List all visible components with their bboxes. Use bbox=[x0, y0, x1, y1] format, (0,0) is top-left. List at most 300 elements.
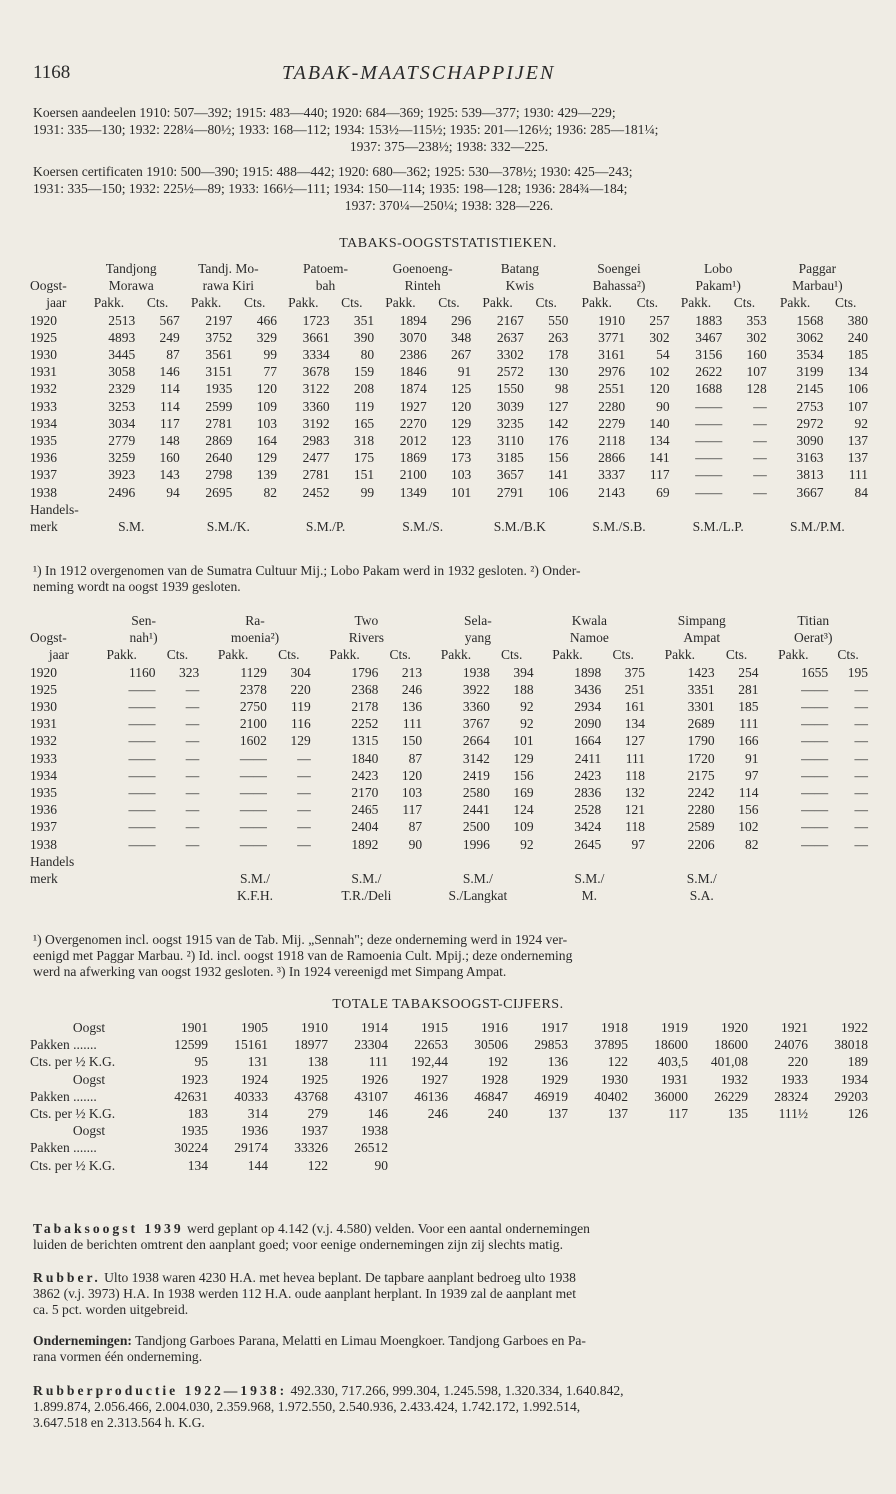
table-cell: —— bbox=[128, 836, 156, 852]
table-cell: 1664 bbox=[574, 733, 602, 749]
table-cell: 137 bbox=[547, 1106, 568, 1122]
column-header: bah bbox=[315, 278, 336, 294]
table-cell: 134 bbox=[187, 1157, 208, 1173]
handelsmerk-cell: S.M. bbox=[118, 518, 145, 534]
handelsmerk-cell: M. bbox=[581, 888, 598, 904]
table-cell: 141 bbox=[649, 450, 670, 466]
table-cell: 129 bbox=[256, 450, 277, 466]
table-cell: 3667 bbox=[796, 484, 824, 500]
text-line bbox=[33, 1221, 865, 1237]
column-header: Pakk. bbox=[106, 647, 137, 663]
table-cell: 117 bbox=[160, 415, 180, 431]
table-cell: 251 bbox=[624, 681, 646, 697]
table-cell: 183 bbox=[187, 1106, 208, 1122]
year-cell: 1936 bbox=[30, 802, 57, 818]
table-cell: 2869 bbox=[205, 432, 233, 448]
table-cell: 2252 bbox=[351, 716, 379, 732]
table-cell: 77 bbox=[263, 364, 277, 380]
year-cell: 1901 bbox=[181, 1020, 208, 1036]
column-header: Rinteh bbox=[404, 278, 441, 294]
table-cell: 4893 bbox=[108, 329, 136, 345]
table-cell: 2378 bbox=[239, 681, 267, 697]
year-cell: 1935 bbox=[181, 1123, 208, 1139]
table-cell: 2090 bbox=[574, 716, 602, 732]
year-cell: 1923 bbox=[181, 1071, 208, 1087]
column-header: Patoem- bbox=[303, 261, 349, 277]
table-cell: 3467 bbox=[695, 329, 723, 345]
year-cell: 1916 bbox=[481, 1020, 508, 1036]
table-cell: 118 bbox=[625, 767, 646, 783]
table-cell: 94 bbox=[166, 484, 180, 500]
year-cell: 1931 bbox=[661, 1071, 688, 1087]
column-header: Cts. bbox=[146, 295, 169, 311]
handelsmerk-row bbox=[30, 887, 868, 904]
table-cell: 2465 bbox=[351, 802, 379, 818]
cts-row bbox=[30, 1157, 868, 1174]
table-cell: 141 bbox=[548, 467, 569, 483]
column-header: Two bbox=[354, 613, 379, 629]
year-cell: 1930 bbox=[601, 1071, 628, 1087]
table-cell: — bbox=[185, 802, 200, 818]
table-cell: 144 bbox=[247, 1157, 268, 1173]
table-cell: 90 bbox=[374, 1157, 388, 1173]
ondernemingen-paragraph bbox=[33, 1333, 865, 1365]
column-header: jaar bbox=[46, 295, 67, 311]
table-cell: 195 bbox=[847, 664, 868, 680]
year-cell: 1920 bbox=[721, 1020, 748, 1036]
table-cell: 3445 bbox=[108, 347, 136, 363]
table-cell: 3192 bbox=[302, 415, 330, 431]
footnote-line: werd na afwerking van oogst 1932 gesloten. ³) In 1924 vereenigd met Simpang Ampat. bbox=[33, 964, 507, 979]
table-cell: 1935 bbox=[205, 381, 233, 397]
table-cell: 99 bbox=[360, 484, 375, 500]
table-cell: 137 bbox=[607, 1106, 628, 1122]
lead-word: Rubberproductie 1922—1938: bbox=[33, 1383, 288, 1398]
column-header: nah¹) bbox=[129, 630, 158, 646]
table-cell: 138 bbox=[307, 1054, 328, 1070]
table-row bbox=[30, 329, 868, 346]
column-header: Pakk. bbox=[552, 647, 583, 663]
table-cell: —— bbox=[239, 784, 267, 800]
table-cell: 2170 bbox=[351, 784, 379, 800]
table-row bbox=[30, 732, 868, 749]
cts-label: Cts. per ½ K.G. bbox=[30, 1157, 116, 1173]
table-cell: 390 bbox=[353, 329, 375, 345]
column-header: Ampat bbox=[683, 630, 721, 646]
table-cell: 107 bbox=[847, 398, 868, 414]
table-cell: 87 bbox=[408, 819, 423, 835]
table-cell: 2645 bbox=[574, 836, 602, 852]
column-header: Paggar bbox=[798, 261, 837, 277]
table-cell: 139 bbox=[256, 467, 277, 483]
handelsmerk-cell: S.M./K. bbox=[206, 518, 250, 534]
handelsmerk-cell: S.M./S.B. bbox=[592, 518, 646, 534]
table-cell: — bbox=[297, 802, 311, 818]
table-cell: 323 bbox=[179, 664, 200, 680]
lead-word: Tabaksoogst 1939 bbox=[33, 1221, 184, 1236]
table-cell: 117 bbox=[668, 1106, 688, 1122]
table-cell: 29174 bbox=[234, 1140, 268, 1156]
table-cell: — bbox=[854, 681, 868, 697]
table-row bbox=[30, 784, 868, 801]
column-header: yang bbox=[464, 630, 491, 646]
oogst-label: Oogst bbox=[72, 1071, 106, 1087]
column-header: rawa Kiri bbox=[202, 278, 255, 294]
handelsmerk-cell: S.M./B.K bbox=[493, 518, 546, 534]
handelsmerk-label: merk bbox=[30, 518, 58, 534]
table-cell: 2404 bbox=[351, 819, 379, 835]
table-cell: 1938 bbox=[462, 664, 490, 680]
column-header: Soengei bbox=[597, 261, 641, 277]
table-cell: —— bbox=[128, 819, 156, 835]
table-cell: 3039 bbox=[496, 398, 524, 414]
table-row bbox=[30, 715, 868, 732]
table-cell: 1840 bbox=[351, 750, 379, 766]
text-run: Ulto 1938 waren 4230 H.A. met hevea beplant. De tapbare aanplant bedroeg ulto 1938 bbox=[100, 1270, 576, 1285]
table-cell: — bbox=[854, 836, 868, 852]
table-cell: 2500 bbox=[462, 819, 490, 835]
table-cell: 12599 bbox=[174, 1037, 208, 1053]
year-cell: 1936 bbox=[241, 1123, 268, 1139]
table-cell: 188 bbox=[513, 681, 534, 697]
table-cell: —— bbox=[801, 750, 829, 766]
table-cell: 3161 bbox=[598, 347, 626, 363]
table-cell: 30506 bbox=[474, 1037, 508, 1053]
table-cell: 185 bbox=[847, 347, 868, 363]
table-cell: 2695 bbox=[205, 484, 233, 500]
table-cell: 3302 bbox=[496, 347, 524, 363]
table-row bbox=[30, 346, 868, 363]
table-cell: 80 bbox=[360, 347, 375, 363]
table-cell: 240 bbox=[847, 329, 868, 345]
table-cell: 1894 bbox=[399, 312, 427, 328]
table-cell: 46847 bbox=[474, 1088, 508, 1104]
table-cell: — bbox=[185, 836, 200, 852]
table-cell: 254 bbox=[738, 664, 759, 680]
table-cell: 1655 bbox=[801, 664, 829, 680]
year-cell: 1938 bbox=[30, 484, 57, 500]
table-cell: 3360 bbox=[462, 699, 490, 715]
header-row bbox=[30, 646, 868, 663]
column-header: Kwala bbox=[571, 613, 607, 629]
table-cell: 314 bbox=[247, 1106, 268, 1122]
year-cell: 1933 bbox=[30, 750, 57, 766]
handelsmerk-label: merk bbox=[30, 870, 58, 886]
table-row bbox=[30, 415, 868, 432]
koersen-aandeelen bbox=[33, 104, 865, 155]
table-cell: 87 bbox=[408, 750, 423, 766]
table-cell: 122 bbox=[307, 1157, 328, 1173]
table-cell: 130 bbox=[548, 364, 569, 380]
table-row bbox=[30, 698, 868, 715]
table-cell: 103 bbox=[451, 467, 472, 483]
column-header: Tandj. Mo- bbox=[198, 261, 259, 277]
table-cell: 97 bbox=[631, 836, 646, 852]
table-cell: — bbox=[854, 750, 868, 766]
table-cell: — bbox=[185, 819, 200, 835]
table-cell: 2100 bbox=[239, 716, 267, 732]
table-cell: 3771 bbox=[598, 329, 626, 345]
table-row bbox=[30, 363, 868, 380]
table-cell: — bbox=[753, 415, 767, 431]
table-cell: 2781 bbox=[205, 415, 233, 431]
table-cell: 2551 bbox=[598, 381, 626, 397]
table-cell: 132 bbox=[624, 784, 646, 800]
stats1-title: TABAKS-OOGSTSTATISTIEKEN. bbox=[339, 236, 557, 251]
column-header: Pakk. bbox=[217, 647, 249, 663]
year-cell: 1910 bbox=[301, 1020, 328, 1036]
table-cell: 192 bbox=[487, 1054, 508, 1070]
table-cell: 1160 bbox=[129, 664, 156, 680]
table-cell: 2100 bbox=[399, 467, 427, 483]
table-cell: 2664 bbox=[462, 733, 490, 749]
table-cell: 23304 bbox=[354, 1037, 388, 1053]
table-cell: —— bbox=[801, 699, 829, 715]
table-cell: —— bbox=[695, 398, 723, 414]
handelsmerk-label-row bbox=[30, 853, 868, 870]
year-cell: 1927 bbox=[421, 1071, 448, 1087]
spacer-cell bbox=[88, 870, 199, 887]
text-line: 1931: 335—130; 1932: 228¼—80½; 1933: 168—112; 1934: 153½—115½; 1935: 201—126½; 1936: 285—181¼; bbox=[33, 122, 659, 137]
stats1-footnote bbox=[33, 563, 865, 595]
year-cell: 1935 bbox=[30, 432, 57, 448]
table-cell: 160 bbox=[159, 450, 180, 466]
table-cell: 90 bbox=[408, 836, 423, 852]
table-cell: 3661 bbox=[302, 329, 330, 345]
column-header: Tandjong bbox=[105, 261, 157, 277]
table-cell: 137 bbox=[847, 432, 868, 448]
table-cell: 2419 bbox=[462, 767, 490, 783]
table-cell: 249 bbox=[159, 329, 180, 345]
cts-label: Cts. per ½ K.G. bbox=[30, 1106, 116, 1122]
cts-row bbox=[30, 1053, 868, 1070]
table-cell: 2934 bbox=[574, 699, 602, 715]
table-cell: — bbox=[297, 750, 311, 766]
oogststatistieken-table bbox=[30, 260, 868, 535]
table-cell: 3151 bbox=[205, 364, 233, 380]
year-cell: 1938 bbox=[361, 1123, 388, 1139]
table-cell: — bbox=[297, 819, 311, 835]
table-cell: — bbox=[185, 716, 200, 732]
table-cell: 189 bbox=[847, 1054, 868, 1070]
table-cell: 136 bbox=[547, 1054, 568, 1070]
table-cell: — bbox=[854, 733, 868, 749]
table-cell: — bbox=[185, 784, 200, 800]
table-cell: 3360 bbox=[302, 398, 330, 414]
table-row bbox=[30, 767, 868, 784]
table-cell: 131 bbox=[247, 1054, 268, 1070]
table-cell: 136 bbox=[401, 699, 423, 715]
column-header: Cts. bbox=[389, 647, 411, 663]
table-cell: 2242 bbox=[687, 784, 715, 800]
table-cell: 3253 bbox=[108, 398, 136, 414]
column-header: Cts. bbox=[612, 647, 634, 663]
table-cell: 1996 bbox=[462, 836, 490, 852]
table-cell: 220 bbox=[787, 1054, 808, 1070]
table-cell: 2753 bbox=[796, 398, 824, 414]
header-row bbox=[30, 294, 868, 311]
cts-row bbox=[30, 1105, 868, 1122]
column-header: Cts. bbox=[837, 647, 859, 663]
table-cell: 1349 bbox=[399, 484, 427, 500]
table-cell: 296 bbox=[451, 312, 472, 328]
table-cell: 109 bbox=[513, 819, 534, 835]
column-header: Pakk. bbox=[581, 295, 612, 311]
table-cell: —— bbox=[128, 733, 156, 749]
table-cell: — bbox=[753, 484, 767, 500]
column-header: Cts. bbox=[341, 295, 363, 311]
table-cell: 114 bbox=[738, 784, 759, 800]
column-header: Sen- bbox=[131, 613, 156, 629]
table-row bbox=[30, 380, 868, 397]
table-cell: 2781 bbox=[302, 467, 330, 483]
table-cell: —— bbox=[128, 767, 156, 783]
pakken-label: Pakken ....... bbox=[30, 1037, 97, 1053]
year-cell: 1931 bbox=[30, 716, 57, 732]
column-header bbox=[30, 260, 83, 277]
year-cell: 1933 bbox=[30, 398, 57, 414]
table-cell: 2798 bbox=[205, 467, 233, 483]
text-line: 1937: 370¼—250¼; 1938: 328—226. bbox=[344, 198, 554, 213]
text-line: 1937: 375—238½; 1938: 332—225. bbox=[349, 139, 549, 154]
column-header: Pakk. bbox=[680, 295, 712, 311]
table-cell: 22653 bbox=[414, 1037, 448, 1053]
table-cell: 38018 bbox=[834, 1037, 868, 1053]
table-cell: 43768 bbox=[294, 1088, 328, 1104]
table-cell: 3034 bbox=[108, 415, 136, 431]
column-header: Cts. bbox=[636, 295, 659, 311]
table-cell: 2143 bbox=[598, 484, 626, 500]
table-cell: 304 bbox=[290, 664, 311, 680]
table-cell: 3813 bbox=[796, 467, 824, 483]
table-cell: 2280 bbox=[687, 802, 715, 818]
table-cell: 124 bbox=[513, 802, 534, 818]
year-cell: 1922 bbox=[841, 1020, 868, 1036]
footnote-line: ¹) In 1912 overgenomen van de Sumatra Cultuur Mij.; Lobo Pakam werd in 1932 gesloten. ²) Onder- bbox=[33, 563, 581, 578]
running-title: TABAK-MAATSCHAPPIJEN bbox=[282, 62, 556, 84]
table-cell: 3142 bbox=[462, 750, 490, 766]
table-cell: 2580 bbox=[462, 784, 490, 800]
table-cell: 111 bbox=[368, 1054, 388, 1070]
table-cell: 15161 bbox=[234, 1037, 268, 1053]
table-cell: 318 bbox=[353, 432, 375, 448]
tabaksoogst-paragraph bbox=[33, 1221, 865, 1253]
year-cell: 1905 bbox=[241, 1020, 268, 1036]
table-cell: 240 bbox=[487, 1106, 508, 1122]
column-header: Pakk. bbox=[664, 647, 696, 663]
column-header: Pakk. bbox=[778, 647, 809, 663]
table-cell: 164 bbox=[256, 432, 277, 448]
table-cell: 3062 bbox=[796, 329, 824, 345]
table-cell: 2206 bbox=[687, 836, 715, 852]
table-cell: —— bbox=[801, 802, 829, 818]
table-cell: 137 bbox=[847, 450, 868, 466]
table-cell: 91 bbox=[457, 364, 472, 380]
table-cell: — bbox=[854, 699, 868, 715]
table-cell: 142 bbox=[548, 415, 569, 431]
header-row bbox=[30, 260, 868, 277]
table-cell: 111 bbox=[402, 716, 423, 732]
column-header: Pakk. bbox=[440, 647, 472, 663]
column-header: Cts. bbox=[501, 647, 523, 663]
table-cell: 37895 bbox=[594, 1037, 628, 1053]
table-cell: 165 bbox=[353, 415, 375, 431]
spacer-cell bbox=[30, 887, 88, 904]
oogststatistieken-table-2 bbox=[30, 612, 868, 904]
handelsmerk-cell: T.R./Deli bbox=[341, 888, 392, 904]
table-cell: 134 bbox=[847, 364, 868, 380]
table-cell: 1688 bbox=[695, 381, 723, 397]
column-header: Oogst- bbox=[30, 278, 67, 294]
table-cell: 3534 bbox=[796, 347, 824, 363]
text-run: 492.330, 717.266, 999.304, 1.245.598, 1.320.334, 1.640.842, bbox=[287, 1383, 624, 1398]
table-cell: —— bbox=[128, 784, 156, 800]
table-cell: 92 bbox=[520, 699, 534, 715]
table-cell: —— bbox=[239, 750, 267, 766]
year-row bbox=[30, 1071, 868, 1088]
table-cell: 109 bbox=[256, 398, 277, 414]
table-cell: —— bbox=[128, 699, 156, 715]
handelsmerk-cell: S.M./ bbox=[574, 870, 605, 886]
table-cell: 2589 bbox=[687, 819, 715, 835]
handelsmerk-cell: S.M./P.M. bbox=[789, 518, 845, 534]
table-cell: 3156 bbox=[695, 347, 723, 363]
table-cell: 2197 bbox=[205, 312, 233, 328]
table-cell: 82 bbox=[744, 836, 759, 852]
handelsmerk-row bbox=[30, 870, 868, 887]
year-cell: 1925 bbox=[30, 329, 57, 345]
table-cell: — bbox=[185, 681, 200, 697]
table-cell: 118 bbox=[625, 819, 646, 835]
table-cell: 3122 bbox=[302, 381, 330, 397]
year-cell: 1920 bbox=[30, 664, 57, 680]
table-cell: 550 bbox=[548, 312, 569, 328]
year-row bbox=[30, 1019, 868, 1036]
column-header: Cts. bbox=[438, 295, 460, 311]
table-cell: 2368 bbox=[351, 681, 379, 697]
handelsmerk-row bbox=[30, 518, 868, 535]
table-cell: 173 bbox=[451, 450, 472, 466]
table-cell: 2423 bbox=[351, 767, 379, 783]
table-cell: —— bbox=[801, 819, 829, 835]
table-cell: 1602 bbox=[239, 733, 267, 749]
column-header: Pakam¹) bbox=[695, 278, 741, 294]
table-cell: — bbox=[753, 467, 767, 483]
table-cell: 120 bbox=[451, 398, 472, 414]
table-cell: 2622 bbox=[695, 364, 723, 380]
text-line: 3862 (v.j. 3973) H.A. In 1938 werden 112 H.A. oude aanplant herplant. In 1939 zal de aanplant met bbox=[33, 1286, 576, 1301]
table-cell: — bbox=[185, 699, 200, 715]
table-cell: 353 bbox=[746, 312, 767, 328]
year-cell: 1920 bbox=[30, 312, 57, 328]
table-cell: —— bbox=[695, 450, 723, 466]
table-cell: 2791 bbox=[496, 484, 524, 500]
year-cell: 1935 bbox=[30, 784, 57, 800]
table-cell: 46919 bbox=[534, 1088, 568, 1104]
table-cell: 213 bbox=[401, 664, 423, 680]
table-cell: 26229 bbox=[714, 1088, 748, 1104]
table-cell: 117 bbox=[402, 802, 423, 818]
table-cell: 2145 bbox=[796, 381, 824, 397]
table-cell: 90 bbox=[656, 398, 670, 414]
stats2-footnote bbox=[33, 932, 865, 980]
year-cell: 1932 bbox=[721, 1071, 748, 1087]
year-cell: 1914 bbox=[361, 1020, 388, 1036]
column-header: Oerat³) bbox=[793, 630, 833, 646]
handelsmerk-label: Handels bbox=[30, 853, 75, 869]
table-row bbox=[30, 312, 868, 329]
table-cell: 257 bbox=[649, 312, 670, 328]
